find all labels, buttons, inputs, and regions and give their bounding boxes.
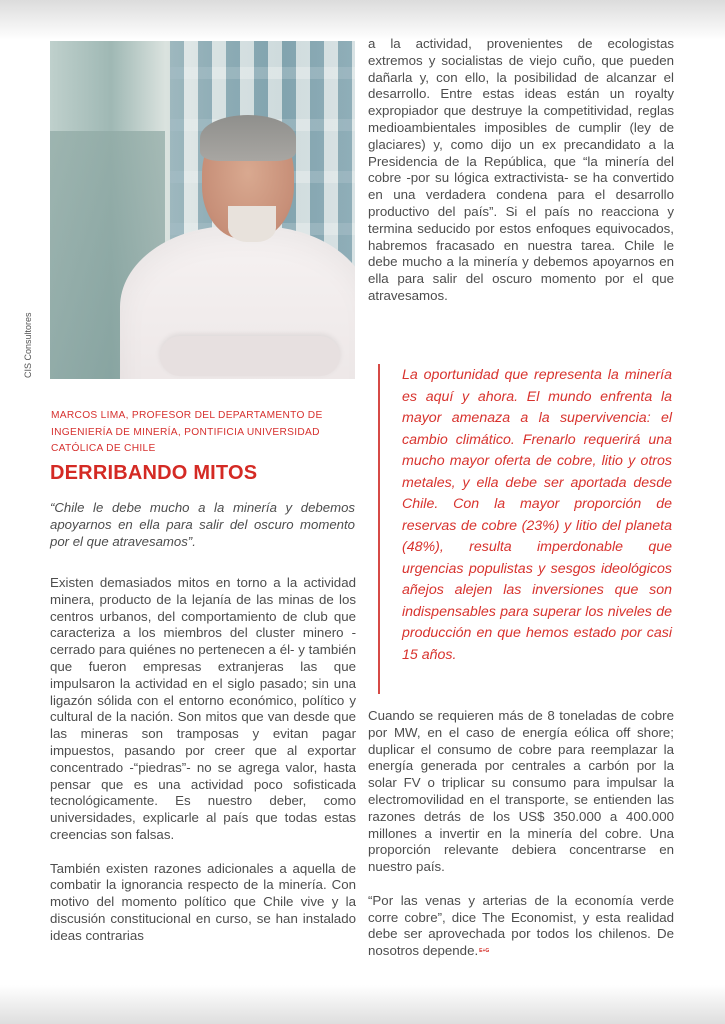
author-caption: MARCOS LIMA, PROFESOR DEL DEPARTAMENTO DE INGENIERÍA DE MINERÍA, PONTIFICIA UNIVERSIDAD CATÓLICA DE CHILE xyxy=(51,410,323,454)
page-top-shadow xyxy=(0,0,725,40)
body-paragraph: Existen demasiados mitos en torno a la actividad minera, producto de la lejanía de las minas de los centros urbanos, del comportamiento de club que caracteriza a los miembros del cluster minero -cerrado para quiénes no pertenecen a él- y también que fueron empresas extranjeras las que impulsaron la actividad en el siglo pasado; sin una ligazón sólida con el entorno económico, político y cultural de la nación. Son mitos que van desde que las mineras son tramposas y evitan pagar impuestos, pasando por creer que al exportar concentrado -“piedras”- no se agrega valor, hasta pensar que es una actividad poco sofisticada tecnológicamente. Es nuestro deber, como universidades, explicarle al país que todas estas creencias son falsas. xyxy=(50,575,356,842)
body-paragraph-final xyxy=(368,893,674,960)
photo-credit: CIS Consultores xyxy=(23,312,33,378)
body-paragraph: Cuando se requieren más de 8 toneladas de cobre por MW, en el caso de energía eólica off shore; duplicar el consumo de cobre para reemplazar la energía generada por centrales a carbón por la solar FV o triplicar su consumo para impulsar la electromovilidad en el transporte, se entienden las razones detrás de los US$ 350.000 a 400.000 millones a invertir en la minería del cobre. Una proporción relevante debiera concentrarse en nuestro país. xyxy=(368,708,674,875)
pull-quote-text: La oportunidad que representa la minería es aquí y ahora. El mundo enfrenta la mayor amenaza a la supervivencia: el cambio climático. Frenarlo requerirá una mucho mayor oferta de cobre, litio y otros metales, y ella debe ser aportada desde Chile. Con la mayor proporción de reservas de cobre (23%) y litio del planeta (48%), resulta imperdonable que urgencias populistas y sesgos ideológicos añejos alejen las inversiones que son indispensables para superar los niveles de producción en que hemos estado por casi 15 años. xyxy=(402,367,672,663)
body-paragraph: a la actividad, provenientes de ecologistas extremos y socialistas de viejo cuño, que pueden dañarla y, con ello, la posibilidad de alcanzar el desarrollo. Entre estas ideas están un royalty expropiador que destruye la competitividad, reglas medioambientales imposibles de cumplir (ley de glaciares) y, como dijo un ex precandidato a la Presidencia de la República, que “la minería del cobre -por su lógica extractivista- se ha convertido en una verdadera condena para el desarrollo productivo del país”. Si el país no reacciona y termina seducido por estos enfoques equivocados, habremos fracasado en nuestra tarea. Chile le debe mucho a la minería y debemos apoyarnos en ella para salir del oscuro momento por el que atravesamos. xyxy=(368,36,674,303)
photo-crossed-arms xyxy=(160,336,340,376)
page-bottom-shadow xyxy=(0,985,725,1024)
right-column-bottom xyxy=(368,708,674,977)
photo-hair xyxy=(200,115,296,161)
end-of-article-icon: E+G xyxy=(479,948,490,955)
lead-quote: “Chile le debe mucho a la minería y debemos apoyarnos en ella para salir del oscuro momento por el que atravesamos”. xyxy=(50,500,355,549)
pull-quote xyxy=(378,364,697,694)
left-column xyxy=(50,575,356,961)
body-paragraph: También existen razones adicionales a aquella de combatir la ignorancia respecto de la minería. Con motivo del momento político que Chile vive y la discusión constitucional en curso, se han instalado ideas contrarias xyxy=(50,860,356,943)
final-paragraph-text: “Por las venas y arterias de la economía verde corre cobre”, dice The Economist, y esta realidad debe ser aprovechada por todos los chilenos. De nosotros depende. xyxy=(368,892,674,959)
right-column-top xyxy=(368,36,674,322)
photo-beard xyxy=(228,206,276,242)
section-heading: DERRIBANDO MITOS xyxy=(50,462,258,484)
portrait-photo xyxy=(50,41,355,379)
